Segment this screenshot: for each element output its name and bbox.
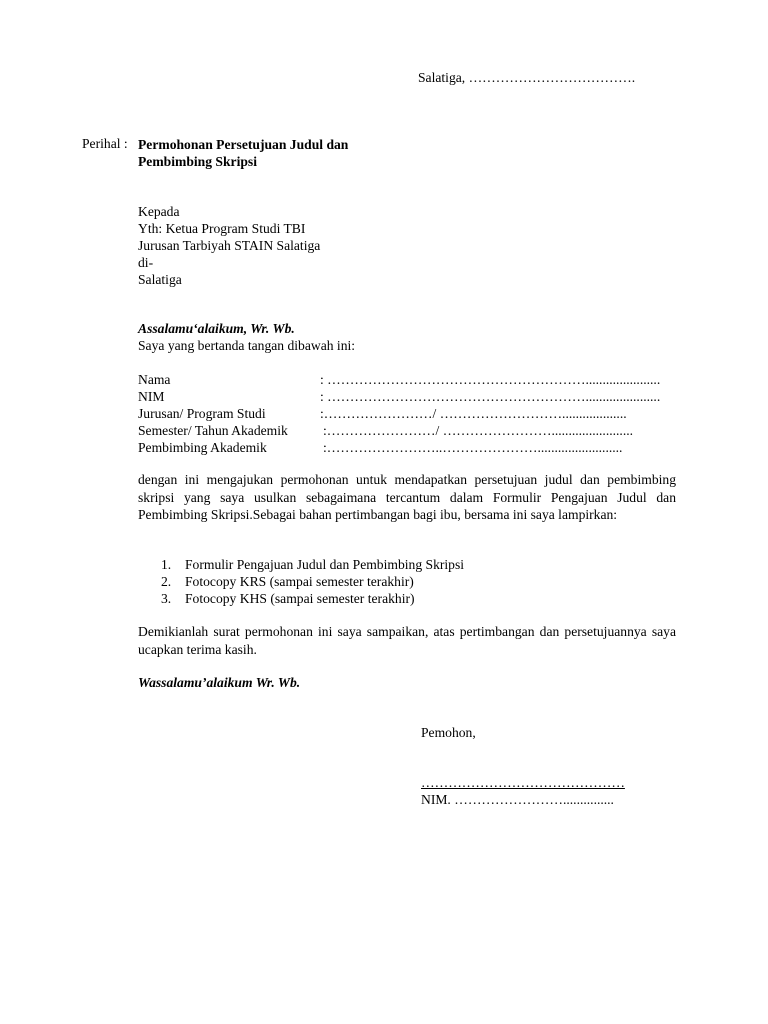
- recipient-line: Salatiga: [138, 272, 182, 287]
- field-label: Nama: [138, 372, 171, 387]
- field-blank: : …………………………………………………......................: [320, 372, 661, 387]
- field-label: Pembimbing Akademik: [138, 440, 267, 455]
- field-label: NIM: [138, 389, 165, 404]
- greeting: Assalamu‘alaikum, Wr. Wb.: [138, 321, 295, 336]
- list-item: [161, 573, 414, 590]
- list-number: 1.: [161, 557, 172, 572]
- intro-text: Saya yang bertanda tangan dibawah ini:: [138, 338, 356, 353]
- farewell: Wassalamu’alaikum Wr. Wb.: [138, 675, 301, 690]
- signature-role: Pemohon,: [421, 725, 476, 740]
- recipient-line: Yth: Ketua Program Studi TBI: [138, 221, 306, 236]
- signature-name-line: ………………………………………: [421, 775, 625, 790]
- recipient-line: di-: [138, 255, 154, 270]
- list-number: 3.: [161, 591, 172, 606]
- signature-nim: NIM. ……………………...............: [421, 792, 614, 807]
- field-blank: :……………………/ ……………………........................: [323, 423, 634, 438]
- list-text: Fotocopy KRS (sampai semester terakhir): [185, 574, 414, 589]
- list-text: Fotocopy KHS (sampai semester terakhir): [185, 591, 415, 606]
- closing-paragraph: Demikianlah surat permohonan ini saya sampaikan, atas pertimbangan dan persetujuannya saya ucapkan terima kasih.: [138, 624, 676, 657]
- body-paragraph: dengan ini mengajukan permohonan untuk mendapatkan persetujuan judul dan pembimbing skripsi yang saya usulkan sebagaimana tercantum dalam Formulir Pengajuan Judul dan Pembimbing Skripsi.Sebagai bahan pertimbangan bagi ibu, bersama ini saya lampirkan:: [138, 472, 676, 522]
- field-label: Jurusan/ Program Studi: [138, 406, 266, 421]
- field-blank: :……………………..………………….........................: [323, 440, 623, 455]
- list-item: [161, 556, 464, 573]
- subject-label: Perihal :: [82, 136, 128, 151]
- recipient-line: Jurusan Tarbiyah STAIN Salatiga: [138, 238, 321, 253]
- field-blank: : …………………………………………………......................: [320, 389, 661, 404]
- subject-line-2: Pembimbing Skripsi: [138, 154, 257, 169]
- place-date: Salatiga, ……………………………….: [418, 70, 636, 85]
- recipient-line: Kepada: [138, 204, 180, 219]
- field-blank: :……………………/ ………………………...................: [320, 406, 627, 421]
- subject-line-1: Permohonan Persetujuan Judul dan: [138, 137, 349, 152]
- list-number: 2.: [161, 574, 172, 589]
- field-label: Semester/ Tahun Akademik: [138, 423, 288, 438]
- list-text: Formulir Pengajuan Judul dan Pembimbing Skripsi: [185, 557, 465, 572]
- list-item: [161, 590, 415, 607]
